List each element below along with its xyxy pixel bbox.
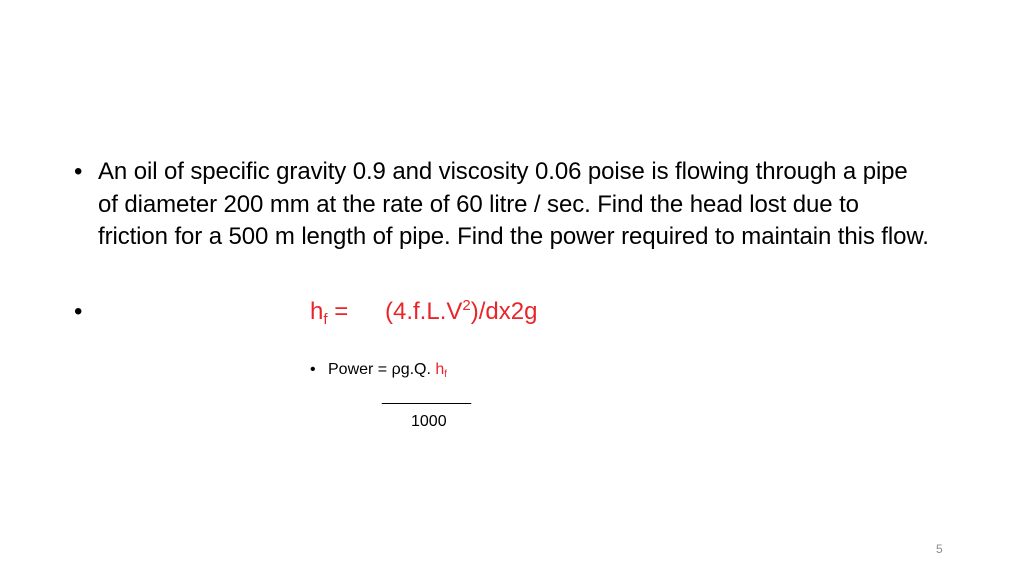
power-text	[328, 361, 447, 378]
bullet-dot: •	[74, 158, 83, 185]
formula-lhs-base: h	[310, 298, 324, 325]
bullet-dot: •	[310, 361, 316, 378]
fraction-divider: __________	[382, 388, 471, 405]
power-hf-base: h	[435, 361, 445, 378]
problem-text: An oil of specific gravity 0.9 and viscosity 0.06 poise is flowing through a pipe of diameter 200 mm at the rate of 60 litre / sec. Find the head lost due to friction for a 500 m length of pipe. Find the power required to maintain this flow.	[98, 158, 929, 250]
power-hf-subscript: f	[444, 369, 448, 380]
formula-rhs	[385, 296, 537, 328]
fraction-denominator: 1000	[411, 413, 447, 430]
formula-equals: =	[327, 298, 349, 325]
power-formula	[310, 359, 447, 381]
head-loss-formula	[74, 296, 774, 332]
bullet-dot: •	[74, 298, 83, 325]
problem-statement	[74, 156, 934, 254]
formula-rhs-post: )/dx2g	[470, 298, 538, 325]
formula-rhs-pre: (4.f.L.V	[385, 298, 463, 325]
power-hf	[435, 361, 447, 378]
formula-lhs	[310, 296, 348, 328]
formula-rhs-superscript: 2	[462, 297, 471, 314]
power-text-main: Power = ρg.Q.	[328, 361, 436, 378]
page-number: 5	[936, 542, 943, 556]
formula-lhs-subscript: f	[323, 311, 328, 328]
